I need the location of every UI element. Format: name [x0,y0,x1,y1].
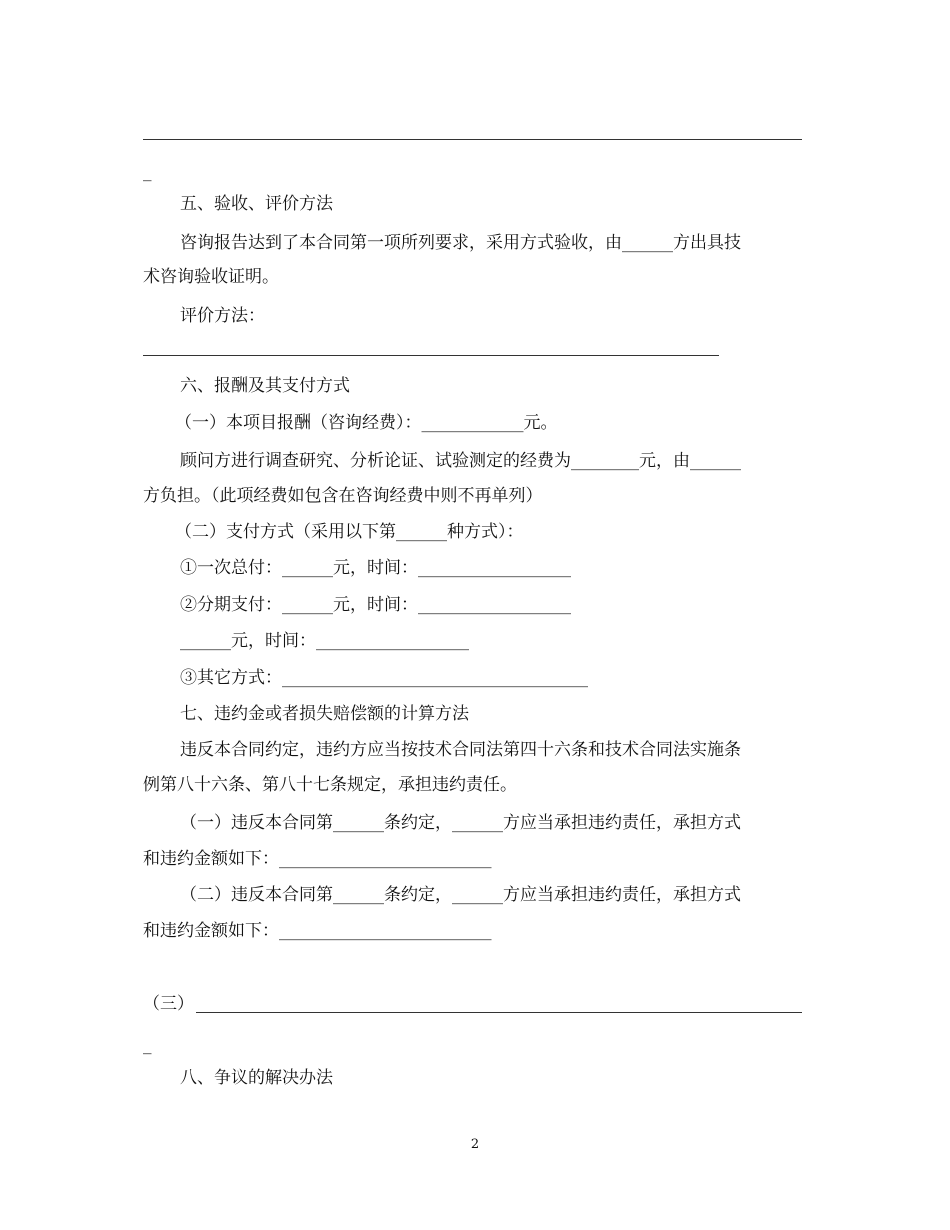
section-7-item-3-fill-line [196,1012,802,1013]
payment-option-2: ②分期支付：______元，时间：__________________ [180,595,571,615]
section-5-paragraph-line-2: 术咨询验收证明。 [143,267,279,287]
fill-line-tail: _ [143,162,152,182]
section-6-title: 六、报酬及其支付方式 [180,376,350,396]
section-7-item-1-line-1: （一）违反本合同第______条约定，______方应当承担违约责任，承担方式 [180,813,741,833]
section-7-item-2-line-1: （二）违反本合同第______条约定，______方应当承担违约责任，承担方式 [180,885,741,905]
payment-option-1: ①一次总付：______元，时间：__________________ [180,558,571,578]
fill-line-top [143,139,802,140]
section-7-item-1-line-2: 和违约金额如下：_________________________ [143,849,492,869]
section-5-title: 五、验收、评价方法 [180,194,333,214]
section-6-paragraph-line-1: 顾问方进行调查研究、分析论证、试验测定的经费为________元，由______ [180,451,741,471]
section-8-title: 八、争议的解决办法 [180,1068,333,1088]
payment-option-3: ③其它方式：____________________________________ [180,668,588,688]
page-number: 2 [470,1137,480,1152]
section-6-item-1: （一）本项目报酬（咨询经费）：____________元。 [175,413,558,433]
section-7-paragraph-line-2: 例第八十六条、第八十七条规定，承担违约责任。 [143,775,517,795]
section-7-item-2-line-2: 和违约金额如下：_________________________ [143,921,492,941]
section-6-item-2: （二）支付方式（采用以下第______种方式）： [175,522,524,542]
section-7-title: 七、违约金或者损失赔偿额的计算方法 [180,704,469,724]
section-7-item-3-label: （三） [143,994,194,1014]
evaluation-method-label: 评价方法： [180,306,265,326]
evaluation-method-fill-line [143,355,719,356]
section-7-paragraph-line-1: 违反本合同约定，违约方应当按技术合同法第四十六条和技术合同法实施条 [180,740,741,760]
payment-option-2-continued: ______元，时间：__________________ [180,631,469,651]
section-6-paragraph-line-2: 方负担。（此项经费如包含在咨询经费中则不再单列） [143,486,543,506]
section-7-item-3-fill-tail: _ [143,1035,152,1055]
section-5-paragraph-line-1: 咨询报告达到了本合同第一项所列要求，采用方式验收，由______方出具技 [180,233,741,253]
